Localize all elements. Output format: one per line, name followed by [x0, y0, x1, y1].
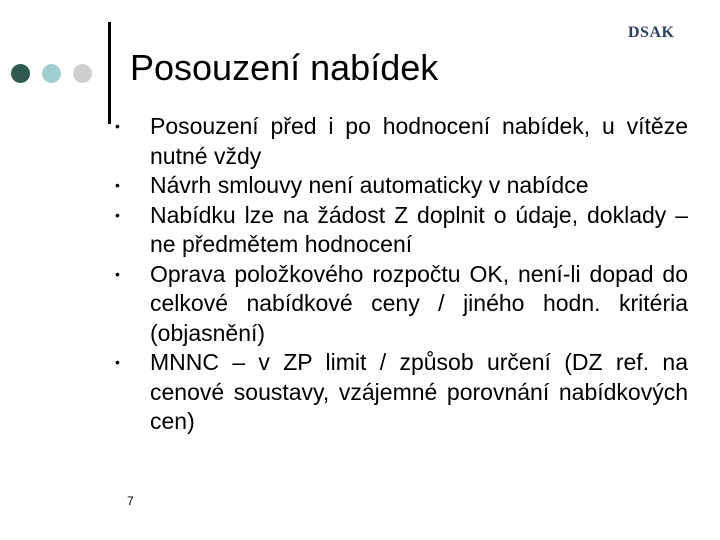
bullet-icon: • — [115, 206, 120, 223]
page-title: Posouzení nabídek — [130, 47, 439, 88]
bullet-icon: • — [115, 265, 120, 282]
bullet-text: MNNC – v ZP limit / způsob určení (DZ ref. na cenové soustavy, vzájemné porovnání nabídkových cen) — [150, 349, 688, 434]
bullet-icon: • — [115, 118, 120, 134]
bullet-text: Návrh smlouvy není automaticky v nabídce — [150, 172, 589, 198]
bullet-text: Oprava položkového rozpočtu OK, není-li dopad do celkové nabídkové ceny / jiného hodn. kritéria (objasnění) — [150, 260, 688, 346]
bullet-text: Posouzení před i po hodnocení nabídek, u vítěze nutné vždy — [150, 113, 688, 169]
bullet-item — [108, 112, 688, 171]
dot-grey — [73, 64, 92, 83]
decorative-dots — [0, 60, 100, 90]
bullet-icon: • — [115, 354, 120, 370]
bullet-text: Nabídku lze na žádost Z doplnit o údaje, doklady – ne předmětem hodnocení — [150, 201, 688, 257]
bullet-icon: • — [115, 177, 120, 193]
dot-dark — [11, 64, 30, 83]
bullet-list — [108, 112, 688, 437]
bullet-item — [108, 201, 688, 260]
bullet-item — [108, 171, 688, 201]
dot-teal — [42, 64, 61, 83]
bullet-item — [108, 348, 688, 437]
dsak-logo: DSAK — [628, 24, 675, 41]
bullet-item — [108, 260, 688, 349]
page-number: 7 — [127, 494, 134, 508]
title-divider — [108, 22, 111, 124]
